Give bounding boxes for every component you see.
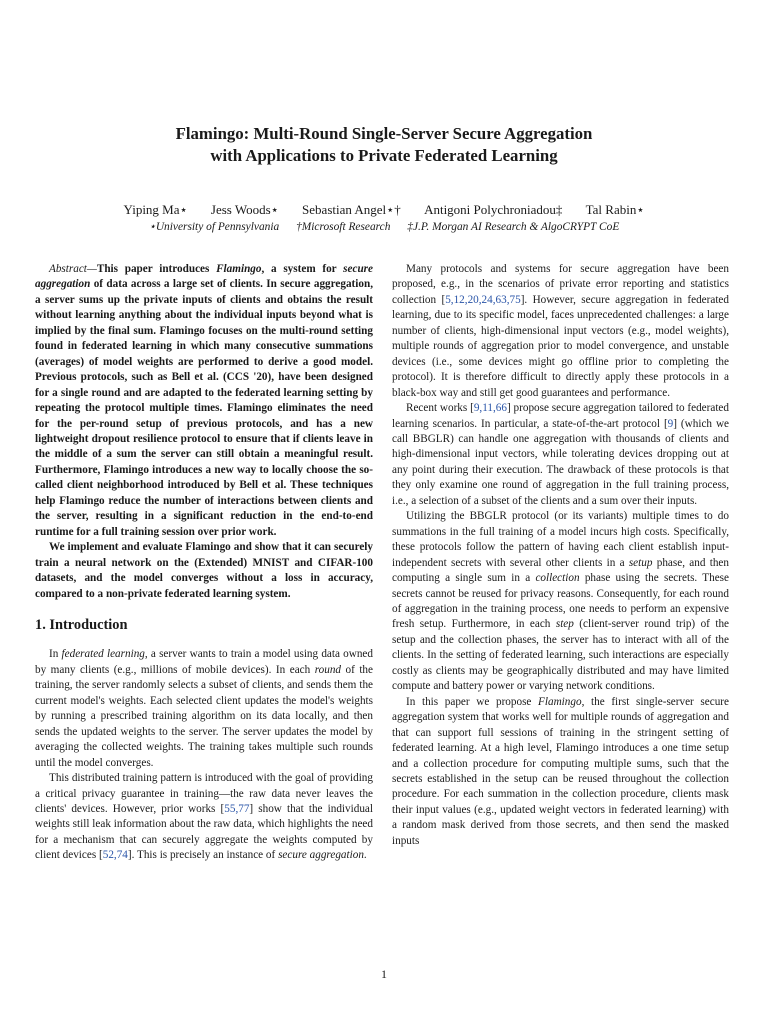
body-paragraph-1: Many protocols and systems for secure aggregation have been proposed, e.g., in the scenarios of private error reporting and statistics collection [5,12,20,24,63,75]. However, secure aggregation in federated learning, due to its specific model, faces unprecedented challenges: a large number of clients, high-dimensional input vectors (e.g., model weights), multiple rounds of aggregation prior to model convergence, and unstable devices (i.e., some devices might go offline prior to completing the protocol). It is therefore difficult to directly apply these protocols in a black-box way and still get good guarantees and performance. bbox=[392, 263, 729, 399]
title-line-2: with Applications to Private Federated Learning bbox=[210, 146, 558, 165]
intro-paragraph-2: This distributed training pattern is introduced with the goal of providing a critical privacy guarantee in training—the raw data never leaves the clients' devices. However, prior works [55,77] show that the individual weights still leak information about the raw data, which highlights the need for a mechanism that can securely aggregate the weights computed by client devices [52,74]. This is precisely an instance of secure aggregation. bbox=[35, 772, 373, 862]
author: Sebastian Angel⋆† bbox=[302, 202, 401, 217]
body-paragraph-3: Utilizing the BBGLR protocol (or its variants) multiple times to do summations in the full training of a model incurs high costs. Specifically, these protocols follow the pattern of having each client establish input-independent secrets with several other clients in a setup phase, and then computing a single sum in a collection phase using the secrets. These secrets cannot be reused for privacy reasons. Consequently, for each round of aggregation in the training process, one needs to perform an expensive fresh setup. Furthermore, in each step (client-server round trip) of the setup and the collection phases, the server has to interact with all of the clients. In the setting of federated learning, such interactions are especially costly as clients may be geographically distributed and may have limited compute and battery power or varying network conditions. bbox=[392, 510, 730, 693]
citation-link[interactable]: 52,74 bbox=[102, 849, 128, 862]
paper-title bbox=[0, 123, 768, 167]
abstract-paragraph-2: We implement and evaluate Flamingo and show that it can securely train a neural network on the (Extended) MNIST and CIFAR-100 datasets, and the model converges without a loss in accuracy, compared to a non-private federated learning system. bbox=[35, 541, 373, 600]
page-number: 1 bbox=[381, 967, 387, 981]
right-column bbox=[392, 262, 729, 849]
citation-link[interactable]: 55,77 bbox=[224, 802, 250, 815]
affiliation: †Microsoft Research bbox=[296, 221, 391, 233]
term-secure-aggregation: secure aggregation bbox=[35, 263, 373, 291]
author: Yiping Ma⋆ bbox=[123, 202, 188, 217]
body-paragraph-2: Recent works [9,11,66] propose secure aggregation tailored to federated learning scenarios. In particular, a state-of-the-art protocol [9] (which we call BBGLR) can handle one aggregation with thousands of clients and high-dimensional input vectors, while tolerating devices dropping out at any point during their execution. The drawback of these protocols is that they only examine one round of aggregation in the full training process, i.e., a selection of a subset of the clients and a sum over their inputs. bbox=[392, 402, 729, 507]
author: Tal Rabin⋆ bbox=[585, 202, 645, 217]
affiliation-list bbox=[0, 220, 768, 234]
intro-paragraph-1: In federated learning, a server wants to train a model using data owned by many clients (e.g., millions of mobile devices). In each round of the training, the server randomly selects a subset of clients, and sends them the current model's weights. Each selected client updates the model's weights by running a prescribed training algorithm on its data locally, and then sends the updated weights to the server. The server updates the model by averaging the collected weights. The training takes multiple such rounds until the model converges. bbox=[35, 648, 373, 769]
section-heading-introduction: 1. Introduction bbox=[35, 616, 128, 633]
citation-link[interactable]: 5,12,20,24,63,75 bbox=[445, 293, 521, 306]
abstract-label: Abstract— bbox=[49, 263, 97, 275]
abstract-paragraph-1: Abstract—This paper introduces Flamingo, a system for secure aggregation of data across a large set of clients. In secure aggregation, a server sums up the private inputs of clients and obtains the result without learning anything about the individual inputs beyond what is implied by the final sum. Flamingo focuses on the multi-round setting found in federated learning in which many consecutive summations (averages) of model weights are performed to derive a good model. Previous protocols, such as Bell et al. (CCS '20), have been designed for a single round and are adapted to the federated learning setting by repeating the protocol multiple times. Flamingo eliminates the need for the per-round setup of previous protocols, and has a new lightweight dropout resilience protocol to ensure that if clients leave in the middle of a sum the server can still obtain a meaningful result. Furthermore, Flamingo introduces a new way to locally choose the so-called client neighborhood introduced by Bell et al. These techniques help Flamingo reduce the number of interactions between clients and the server, resulting in a significant reduction in the end-to-end runtime for a full training session over prior work. bbox=[35, 263, 373, 538]
citation-link[interactable]: 9 bbox=[667, 417, 674, 430]
author: Jess Woods⋆ bbox=[210, 202, 279, 217]
system-name: Flamingo bbox=[216, 263, 262, 275]
left-column bbox=[35, 262, 373, 864]
citation-link[interactable]: 9,11,66 bbox=[473, 402, 507, 415]
affiliation: ‡J.P. Morgan AI Research & AlgoCRYPT CoE bbox=[407, 221, 620, 233]
title-line-1: Flamingo: Multi-Round Single-Server Secure Aggregation bbox=[175, 124, 593, 143]
author: Antigoni Polychroniadou‡ bbox=[424, 202, 563, 217]
body-paragraph-4: In this paper we propose Flamingo, the first single-server secure aggregation system that works well for multiple rounds of aggregation and that can support full sessions of training in the stringent setting of federated learning. At a high level, Flamingo introduces a one time setup and a collection procedure for computing multiple sums, such that the secrets established in the setup can be reused throughout the collection procedure. For each summation in the collection procedure, clients mask their input values (e.g., updated weight vectors in federated learning) with a random mask derived from those secrets, and then send the masked inputs bbox=[392, 695, 729, 847]
author-list bbox=[0, 202, 768, 218]
affiliation: ⋆University of Pennsylvania bbox=[148, 221, 280, 233]
